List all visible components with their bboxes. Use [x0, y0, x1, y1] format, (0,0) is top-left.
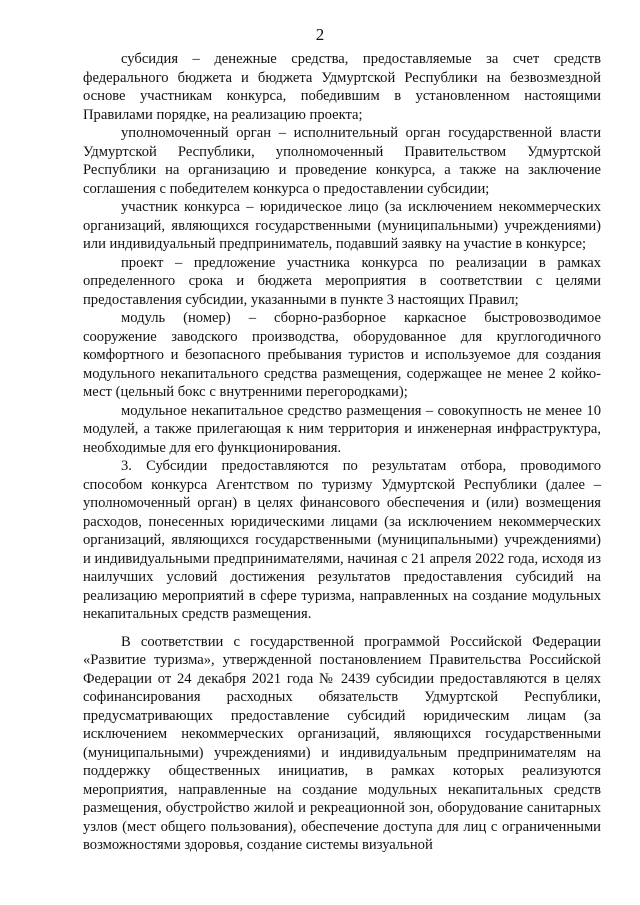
- definition-modular-accommodation: модульное некапитальное средство размещения – совокупность не менее 10 модулей, а также прилегающая к ним территория и инженерная инфраструктура, необходимые для его функционирования.: [83, 402, 601, 456]
- definition-authorized-body: уполномоченный орган – исполнительный орган государственной власти Удмуртской Республики, уполномоченный Правительством Удмуртской Республики на организацию и проведение конкурса, а также на заключение соглашения с победителем конкурса о предоставлении субсидии;: [83, 125, 601, 197]
- definition-subsidy: субсидия – денежные средства, предоставляемые за счет средств федерального бюджета и бюджета Удмуртской Республики на безвозмездной основе участникам конкурса, победившим в установленном настоящими Правилами порядке, на реализацию проекта;: [83, 51, 601, 123]
- definition-participant: участник конкурса – юридическое лицо (за исключением некоммерческих организаций, являющихся государственными (муниципальными) учреждениями) или индивидуальный предприниматель, подавший заявку на участие в конкурсе;: [83, 199, 601, 252]
- clause-program-paragraph: В соответствии с государственной программой Российской Федерации «Развитие туризма», утвержденной постановлением Правительства Российской Федерации от 24 декабря 2021 года № 2439 субсидии предоставляются в целях софинансирования расходных обязательств Удмуртской Республики, предусматривающих предоставление субсидий юридическим лицам (за исключением некоммерческих организаций, являющихся государственными (муниципальными) учреждениями) и индивидуальным предпринимателям на поддержку общественных инициатив, в рамках которых реализуются мероприятия, направленные на создание модульных некапитальных средств размещения, обустройство жилой и рекреационной зон, оборудование санитарных узлов (мест общего пользования), обеспечение доступа для лиц с ограниченными возможностями здоровья, создание системы визуальной: [83, 633, 601, 853]
- clause-3: 3. Субсидии предоставляются по результатам отбора, проводимого способом конкурса Агентством по туризму Удмуртской Республики (далее – уполномоченный орган) в целях финансового обеспечения и (или) возмещения расходов, понесенных юридическими лицами (за исключением некоммерческих организаций, являющихся государственными (муниципальными) учреждениями) и индивидуальными предпринимателями, начиная с 21 апреля 2022 года, исходя из наилучших условий достижения результатов предоставления субсидий на реализацию мероприятий в сфере туризма, направленных на создание модульных некапитальных средств размещения.: [83, 458, 601, 622]
- page-number: 2: [315, 25, 325, 44]
- definition-project: проект – предложение участника конкурса по реализации в рамках определенного срока и бюджета мероприятия в соответствии с целями предоставления субсидии, указанными в пункте 3 настоящих Правил;: [83, 254, 601, 308]
- document-body: [83, 50, 601, 855]
- definition-module: модуль (номер) – сборно-разборное каркасное быстровозводимое сооружение заводского производства, оборудованное для круглогодичного комфортного и безопасного пребывания туристов и используемое для создания модульного некапитального средства размещения, содержащее не менее 2 койко-мест (цельный бокс с внутренними перегородками);: [83, 310, 601, 400]
